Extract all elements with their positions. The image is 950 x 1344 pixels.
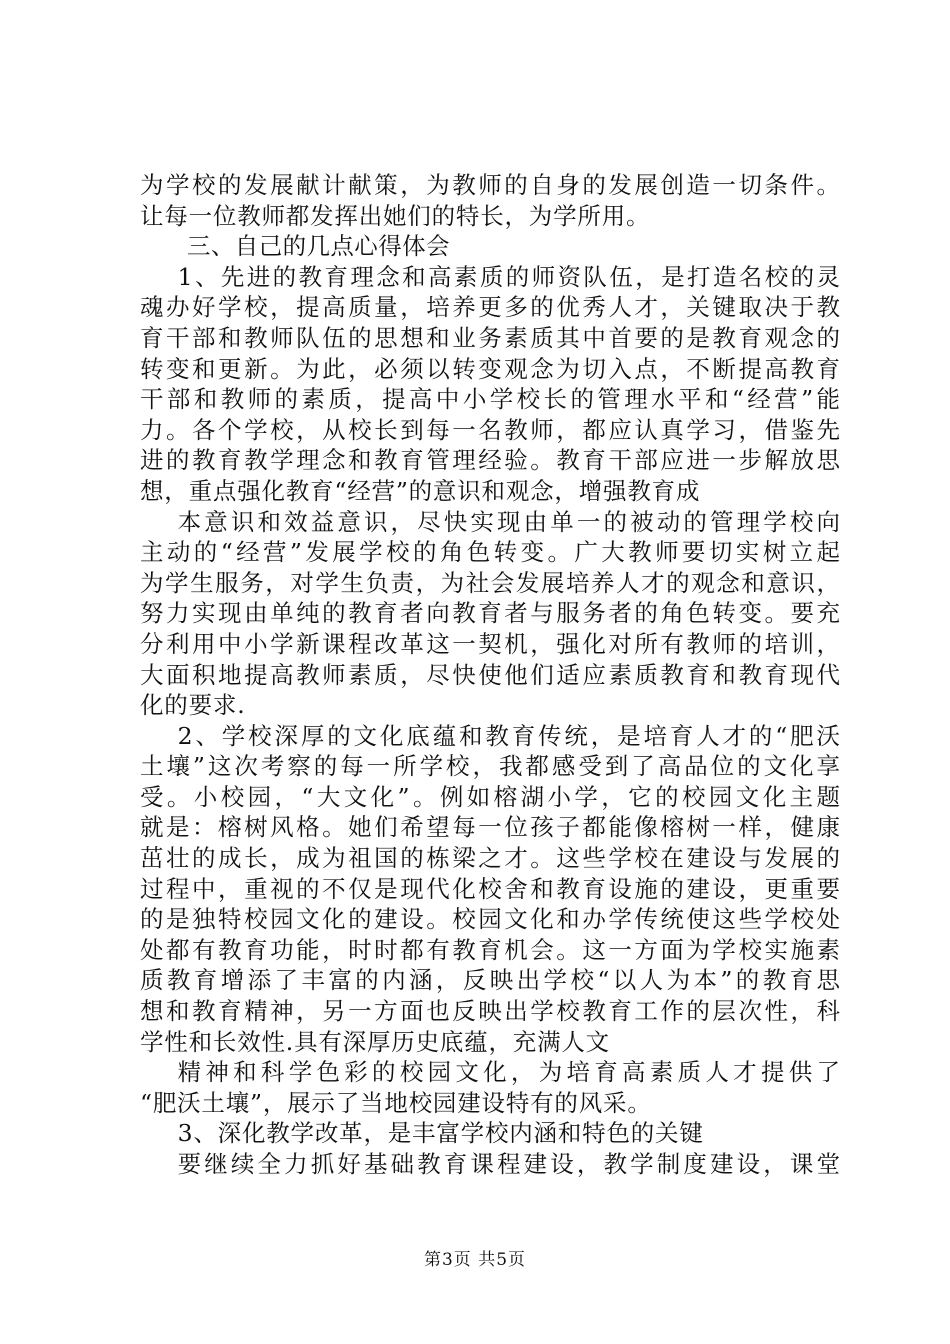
- text-line: 想，重点强化教育“经营”的意识和观念，增强教育成: [140, 476, 701, 505]
- text-line: 干部和教师的素质，提高中小学校长的管理水平和“经营”能: [140, 385, 840, 414]
- text-line: 要继续全力抓好基础教育课程建设，教学制度建设，课堂: [177, 1150, 840, 1178]
- text-line: 本意识和效益意识，尽快实现由单一的被动的管理学校向: [177, 507, 840, 536]
- page-number-footer: 第3页 共5页: [423, 1250, 527, 1270]
- text-line: 茁壮的成长，成为祖国的栋梁之才。这些学校在建设与发展的: [140, 844, 840, 873]
- text-line: 化的要求.: [140, 691, 246, 720]
- text-line: 想和教育精神，另一方面也反映出学校教育工作的层次性，科: [140, 997, 840, 1026]
- text-line: 精神和科学色彩的校园文化，为培育高素质人才提供了: [177, 1058, 840, 1087]
- text-line: 育干部和教师队伍的思想和业务素质其中首要的是教育观念的: [140, 323, 840, 352]
- text-line: 受。小校园，“大文化”。例如榕湖小学，它的校园文化主题: [140, 782, 840, 811]
- text-line: 质教育增添了丰富的内涵，反映出学校“以人为本”的教育思: [140, 966, 840, 995]
- text-line: 2、学校深厚的文化底蕴和教育传统，是培育人才的“肥沃: [177, 721, 840, 750]
- text-line: 就是：榕树风格。她们希望每一位孩子都能像榕树一样，健康: [140, 813, 840, 842]
- text-line: 1、先进的教育理念和高素质的师资队伍，是打造名校的灵: [177, 262, 840, 291]
- text-line: 处都有教育功能，时时都有教育机会。这一方面为学校实施素: [140, 935, 840, 964]
- text-line: 转变和更新。为此，必须以转变观念为切入点，不断提高教育: [140, 354, 840, 383]
- text-line: 让每一位教师都发挥出她们的特长，为学所用。: [140, 201, 651, 230]
- text-line: 3、深化教学改革，是丰富学校内涵和特色的关键: [177, 1119, 704, 1148]
- text-line: 努力实现由单纯的教育者向教育者与服务者的角色转变。要充: [140, 599, 840, 628]
- section-heading: 三、自己的几点心得体会: [187, 232, 450, 261]
- text-line: 学性和长效性.具有深厚历史底蕴，充满人文: [140, 1027, 610, 1056]
- text-line: “肥沃土壤”，展示了当地校园建设特有的风采。: [140, 1088, 652, 1117]
- text-line: 力。各个学校，从校长到每一名教师，都应认真学习，借鉴先: [140, 415, 840, 444]
- text-line: 为学生服务，对学生负责，为社会发展培养人才的观念和意识，: [140, 568, 840, 597]
- document-body: [140, 170, 840, 1180]
- text-line: 主动的“经营”发展学校的角色转变。广大教师要切实树立起: [140, 538, 840, 567]
- text-line: 分利用中小学新课程改革这一契机，强化对所有教师的培训，: [140, 629, 840, 658]
- text-line: 魂办好学校，提高质量，培养更多的优秀人才，关键取决于教: [140, 293, 840, 322]
- text-line: 的是独特校园文化的建设。校园文化和办学传统使这些学校处: [140, 905, 840, 934]
- text-line: 进的教育教学理念和教育管理经验。教育干部应进一步解放思: [140, 446, 840, 475]
- text-line: 过程中，重视的不仅是现代化校舍和教育设施的建设，更重要: [140, 874, 840, 903]
- text-line: 大面积地提高教师素质，尽快使他们适应素质教育和教育现代: [140, 660, 840, 689]
- text-line: 土壤”这次考察的每一所学校，我都感受到了高品位的文化享: [140, 752, 840, 781]
- text-line: 为学校的发展献计献策，为教师的自身的发展创造一切条件。: [140, 171, 840, 199]
